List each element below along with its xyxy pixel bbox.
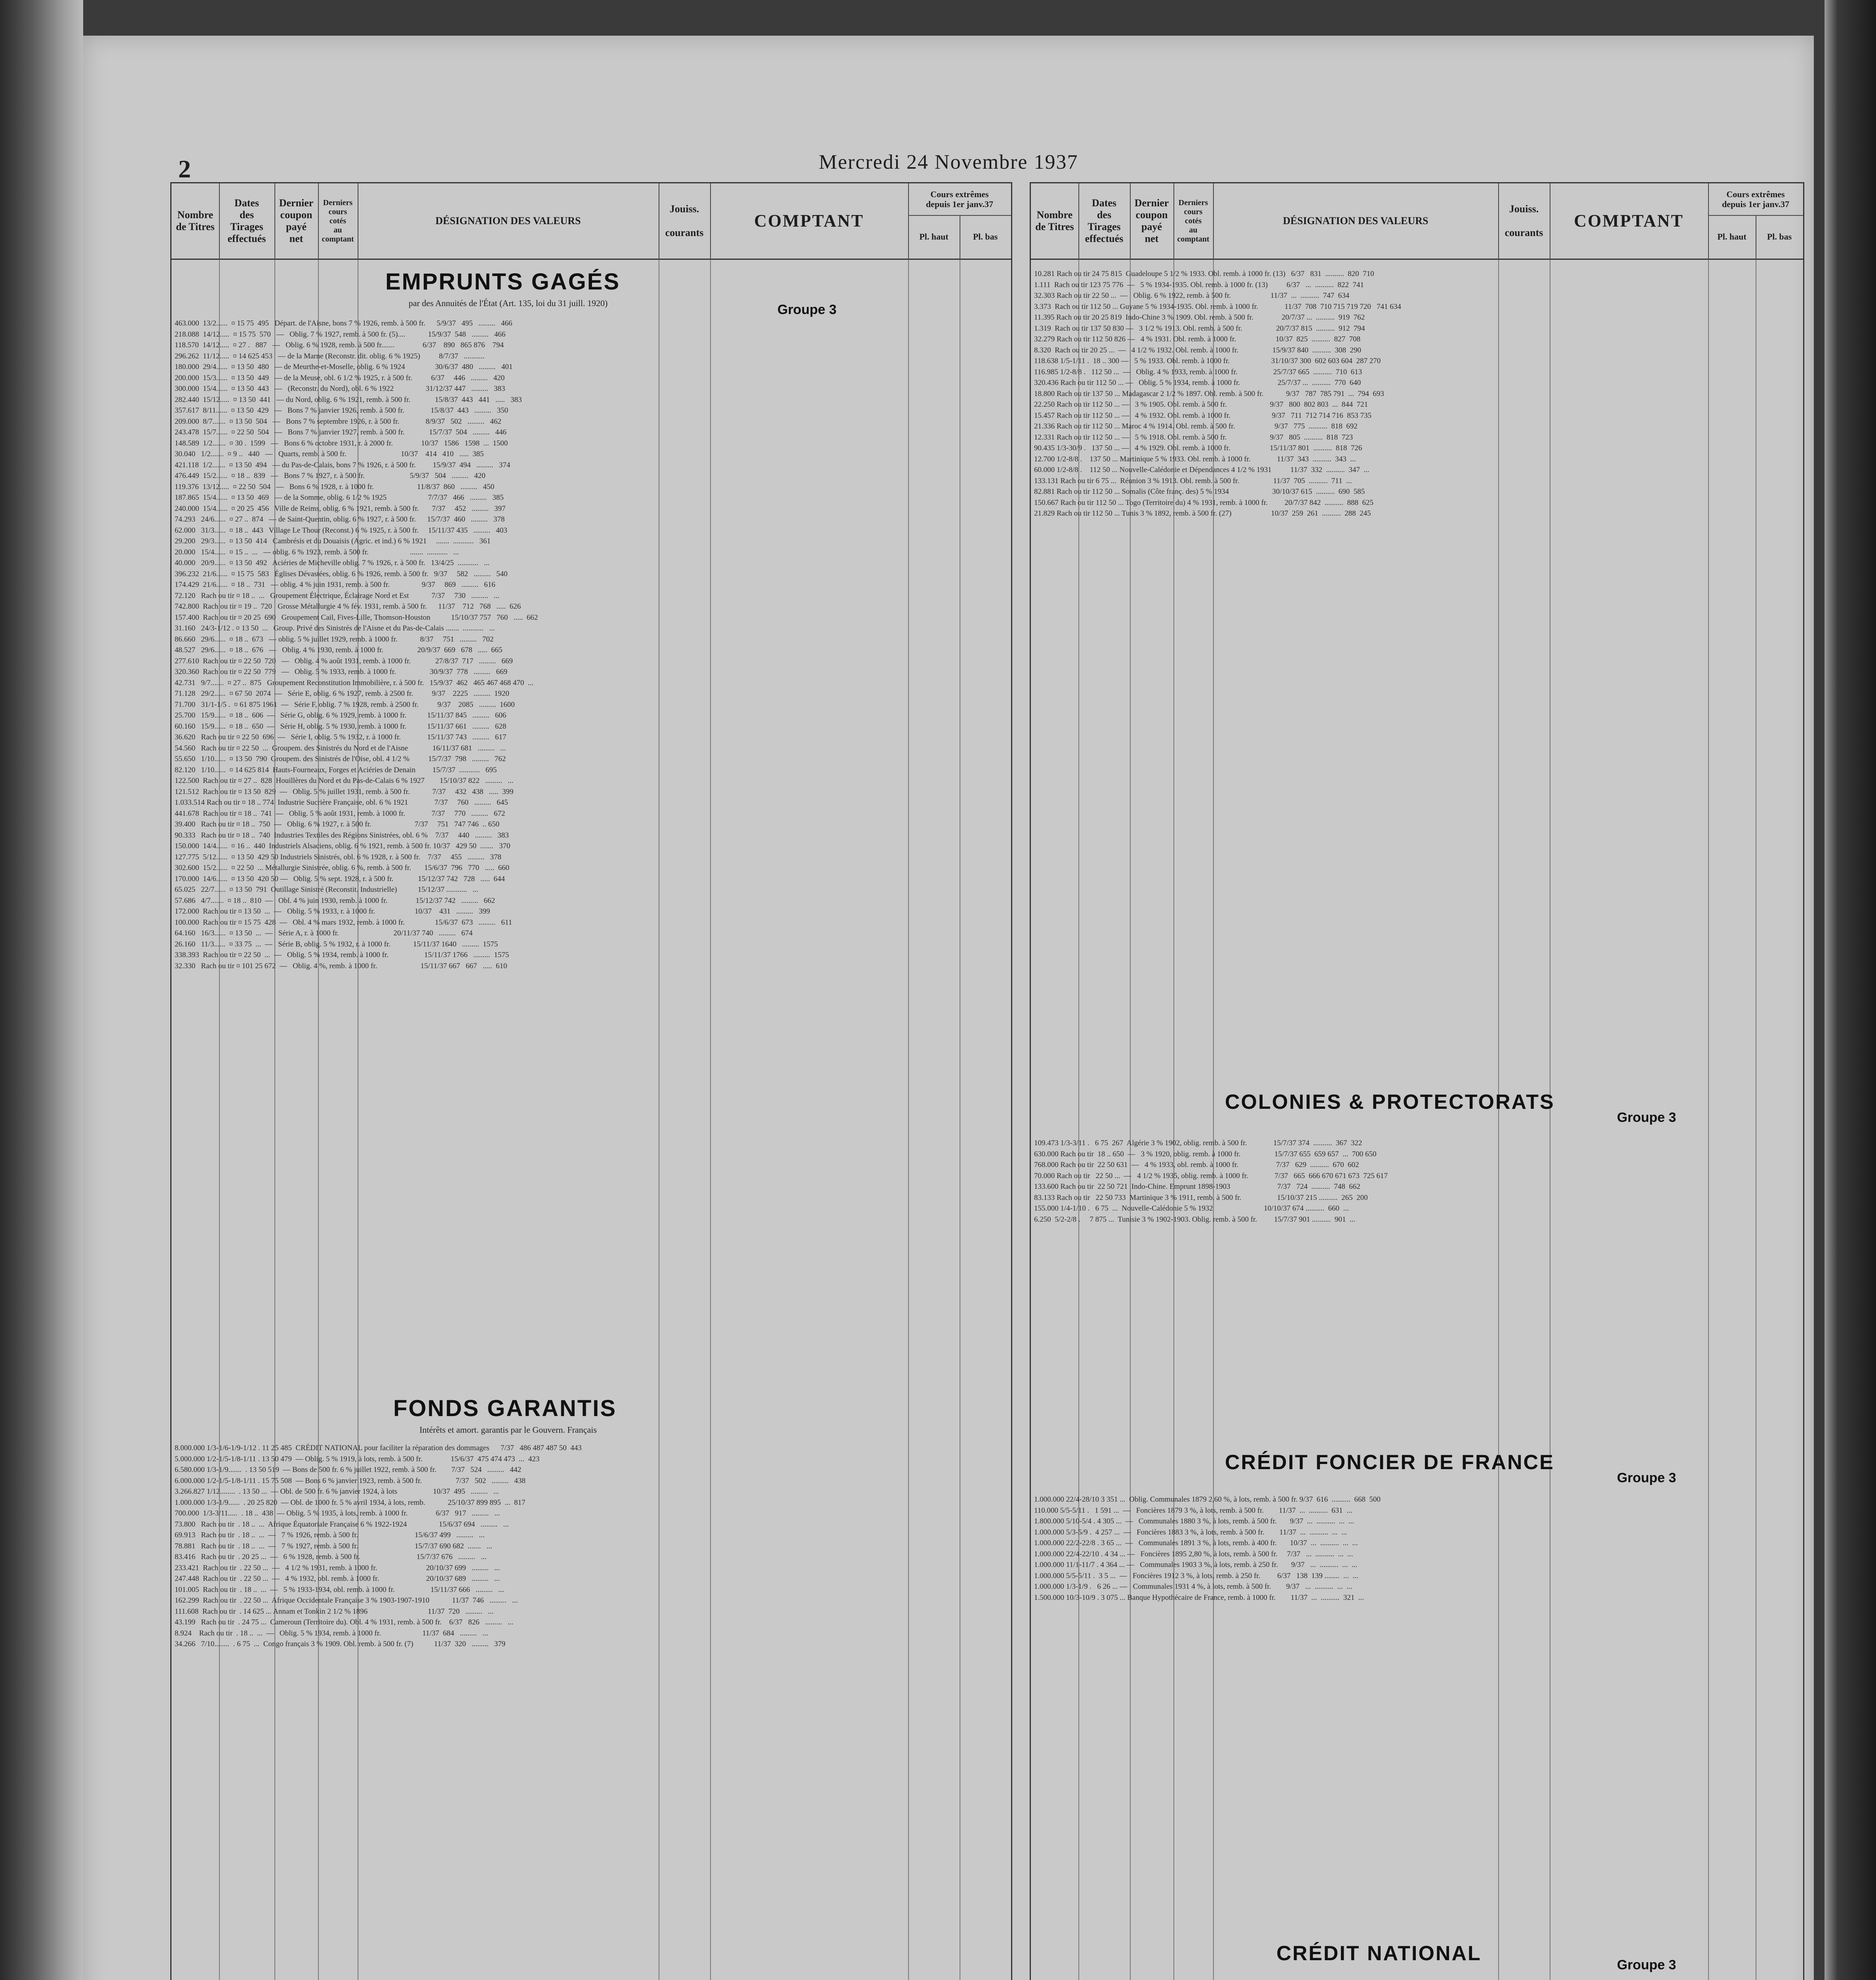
quotation-row: 29.200 29/3...... ¤ 13 50 414 Cambrésis et du Douaisis (Agric. et ind.) 6 % 1921 ....... ........... 361 [175,537,491,545]
quotation-row: 12.700 1/2-8/8 . 137 50 ... Martinique 5 % 1933. Obl. remb. à 1000 fr. 11/37 343 .......... 343 ... [1034,455,1356,463]
quotation-row: 396.232 21/6...... ¤ 15 75 583 Églises Dévastées, oblig. 6 % 1926, remb. à 500 fr. 9/37 582 ......... 540 [175,569,508,578]
quotation-row: 31.160 24/3-1/12 . ¤ 13 50 ... Group. Privé des Sinistrés de l'Aisne et du Pas-de-Calais ....... ........... ... [175,624,495,632]
header-dates: Dates des Tirages effectués [219,183,275,259]
quotation-row: 119.376 13/12..... ¤ 22 50 504 — Bons 6 % 1928, r. à 1000 fr. 11/8/37 860 ......... 450 [175,482,495,491]
header-pl-haut: Pl. haut [1708,215,1756,259]
quotation-row: 1.000.000 22/4-28/10 3 351 ... Oblig. Communales 1879 2,60 %, à lots, remb. à 500 fr. 9/37 616 .......... 668 500 [1034,1495,1381,1504]
quotation-row: 70.000 Rach ou tir 22 50 ... — 4 1/2 % 1935, oblig. remb. à 1000 fr. 7/37 665 666 670 671 673 725 617 [1034,1171,1388,1180]
quotation-row: 247.448 Rach ou tir . 22 50 ... — 4 % 1932, obl. remb. à 1000 fr. 20/10/37 689 ......... ... [175,1574,500,1583]
page-number: 2 [178,155,191,183]
quotation-row: 116.985 1/2-8/8 . 112 50 ... — Oblig. 4 % 1933, remb. à 1000 fr. 25/7/37 665 .......... 710 613 [1034,367,1362,376]
quotation-row: 11.395 Rach ou tir 20 25 819 Indo-Chine 3 % 1909. Obl. remb. à 500 fr. 20/7/37 ... .......... 919 762 [1034,313,1365,322]
quotation-row: 101.005 Rach ou tir . 18 .. ... — 5 % 1933-1934, obl. remb. à 1000 fr. 15/11/37 666 ......... ... [175,1585,504,1594]
quotation-row: 6.250 5/2-2/8 . 7 875 ... Tunisie 3 % 1902-1903. Oblig. remb. à 500 fr. 15/7/37 901 .......... 901 ... [1034,1215,1356,1224]
quotation-row: 8.320 Rach ou tir 20 25 ... — 4 1/2 % 1932. Obl. remb. à 1000 fr. 15/9/37 840 .......... 308 290 [1034,346,1361,354]
quotation-row: 39.400 Rach ou tir ¤ 18 .. 750 — Oblig. 6 % 1927, r. à 500 fr. 7/37 751 747 746 .. 650 [175,820,500,828]
quotation-row: 320.436 Rach ou tir 112 50 ... — Oblig. 5 % 1934, remb. à 1000 fr. 25/7/37 ... .......... 770 640 [1034,379,1361,387]
groupe-3-label: Groupe 3 [777,302,837,317]
left-fonds-rows [175,1443,1008,1980]
header-pl-bas: Pl. bas [973,232,998,242]
quotation-row: 65.025 22/7...... ¤ 13 50 791 Outillage Sinistré (Reconstit. Industrielle) 15/12/37 ........... ... [175,885,478,894]
right-colonies-rows [1034,1138,1800,1439]
quotation-row: 277.610 Rach ou tir ¤ 22 50 720 — Oblig. 4 % août 1931, remb. à 1000 fr. 27/8/37 717 ......... 669 [175,657,513,665]
quotation-row: 8.000.000 1/3-1/6-1/9-1/12 . 11 25 485 CRÉDIT NATIONAL pour faciliter la réparation des dommages 7/37 486 487 487 50 443 [175,1444,582,1452]
quotation-row: 1.000.000 11/1-11/7 . 4 364 ... — Communales 1903 3 %, à lots, remb. à 250 fr. 9/37 ... .......... ... ... [1034,1561,1358,1569]
section-fonds-subtitle: Intérêts et amort. garantis par le Gouvern. Français [419,1425,597,1435]
quotation-row: 64.160 16/3...... ¤ 13 50 ... — Série A, r. à 1000 fr. 20/11/37 740 ......... 674 [175,929,473,937]
quotation-row: 83.416 Rach ou tir . 20 25 ... — 6 % 1928, remb. à 500 fr. 15/7/37 676 ......... ... [175,1553,487,1561]
quotation-row: 1.111 Rach ou tir 123 75 776 — 5 % 1934-1935. Obl. remb. à 1000 fr. (13) 6/37 ... .......... 822 741 [1034,280,1364,289]
header-cours-extremes: Cours extrêmes depuis 1er janv.37 [908,183,1012,216]
left-quotation-table [170,182,1012,1980]
header-derniers-cours: Derniers cours cotés au comptant [1173,183,1214,259]
header-nombre: Nombre de Titres [1031,183,1079,259]
quotation-row: 32.303 Rach ou tir 22 50 ... — Oblig. 6 % 1922, remb. à 500 fr. 11/37 ... .......... 747 634 [1034,291,1350,300]
header-cours-extremes: Cours extrêmes depuis 1er janv.37 [1708,183,1803,216]
quotation-row: 60.000 1/2-8/8 . 112 50 ... Nouvelle-Calédonie et Dépendances 4 1/2 % 1931 11/37 332 .......... 347 ... [1034,466,1369,474]
quotation-row: 1.000.000 22/4-22/10 . 4 34 ... — Foncières 1895 2,80 %, à lots, remb. à 500 fr. 7/37 ... .......... ... ... [1034,1550,1353,1558]
quotation-row: 357.617 8/11...... ¤ 13 50 429 — Bons 7 % janvier 1926, remb. à 500 fr. 15/8/37 443 ......... 350 [175,406,509,415]
quotation-row: 700.000 1/3-3/11..... . 18 .. 438 — Oblig. 5 % 1935, à lots, remb. à 1000 fr. 6/37 917 ......... ... [175,1509,500,1517]
quotation-row: 3.266.827 1/12........ . 13 50 ... — Obl. de 500 fr. 6 % janvier 1924, à lots 10/37 495 ......... ... [175,1487,499,1496]
quotation-row: 118.570 14/12..... ¤ 27 . 887 — Oblig. 6 % 1928, remb. à 500 fr....... 6/37 890 865 876 794 [175,341,504,349]
quotation-row: 21.829 Rach ou tir 112 50 ... Tunis 3 % 1892, remb. à 500 fr. (27) 10/37 259 261 .......... 288 245 [1034,509,1371,518]
quotation-row: 90.333 Rach ou tir ¤ 18 .. 740 Industries Textiles des Régions Sinistrées, obl. 6 % 7/37 440 ......... 383 [175,831,509,840]
quotation-row: 1.000.000 5/3-5/9 . 4 257 ... — Foncières 1883 3 %, à lots, remb. à 500 fr. 11/37 ... .......... ... ... [1034,1528,1347,1536]
header-dates: Dates des Tirages effectués [1078,183,1131,259]
scan-edge [1825,0,1876,1980]
quotation-row: 82.120 1/10...... ¤ 14 625 814 Hauts-Fourneaux, Forges et Aciéries de Denain 15/7/37 ........... 695 [175,765,497,774]
quotation-row: 1.000.000 1/3-1/9...... . 20 25 820 — Obl. de 1000 fr. 5 % avril 1934, à lots, remb. 25/10/37 899 895 ... 817 [175,1498,526,1507]
header-designation: DÉSIGNATION DES VALEURS [358,183,659,259]
header-pl-bas: Pl. bas [1767,232,1792,242]
header-nombre: Nombre de Titres [171,183,220,259]
left-column-headers [171,183,1011,260]
quotation-row: 338.393 Rach ou tir ¤ 22 50 ... — Oblig. 5 % 1934, remb. à 1000 fr. 15/11/37 1766 ......... 1575 [175,951,509,959]
right-quotation-table [1030,182,1804,1980]
quotation-row: 5.000.000 1/2-1/5-1/8-1/11 . 13 50 479 — Oblig. 5 % 1919, à lots, remb. à 500 fr. 15/6/37 475 474 473 ... 423 [175,1455,540,1463]
quotation-row: 72.120 Rach ou tir ¤ 18 .. ... Groupement Électrique, Éclairage Nord et Est 7/37 730 ......... ... [175,591,500,600]
quotation-row: 32.330 Rach ou tir ¤ 101 25 672 — Oblig. 4 %, remb. à 1000 fr. 15/11/37 667 667 ..... 610 [175,961,507,970]
header-dernier-coupon: Dernier coupon payé net [1130,183,1174,259]
quotation-row: 133.600 Rach ou tir 22 50 721 Indo-Chine. Emprunt 1898-1903 7/37 724 .......... 748 662 [1034,1182,1360,1191]
quotation-row: 8.924 Rach ou tir . 18 .. ... — Oblig. 5 % 1934, remb. à 1000 fr. 11/37 684 ......... ... [175,1629,488,1637]
quotation-row: 187.865 15/4...... ¤ 13 50 469 — de la Somme, oblig. 6 1/2 % 1925 7/7/37 466 ......... 385 [175,493,504,502]
quotation-row: 3.373 Rach ou tir 112 50 ... Guyane 5 % 1934-1935. Obl. remb. à 1000 fr. 11/37 708 710 715 719 720 741 634 [1034,302,1401,311]
quotation-row: 162.299 Rach ou tir . 22 50 ... Afrique Occidentale Française 3 % 1903-1907-1910 11/37 746 ......... ... [175,1596,518,1605]
running-head-date: Mercredi 24 Novembre 1937 [819,151,1078,173]
quotation-row: 73.800 Rach ou tir . 18 .. ... Afrique Équatoriale Française 6 % 1922-1924 15/6/37 694 ......... ... [175,1520,509,1529]
quotation-row: 630.000 Rach ou tir 18 .. 650 — 3 % 1920, oblig. remb. à 1000 fr. 15/7/37 655 659 657 ... 700 650 [1034,1150,1377,1158]
quotation-row: 240.000 15/4...... ¤ 20 25 456 Ville de Reims, oblig. 6 % 1921, remb. à 500 fr. 7/37 452 ......... 397 [175,504,506,513]
quotation-row: 6.580.000 1/3-1/9....... . 13 50 519 — Bons de 500 fr. 6 % juillet 1922, remb. à 500 fr. 7/37 524 ......... 442 [175,1466,522,1474]
quotation-row: 133.131 Rach ou tir 6 75 ... Réunion 3 % 1913. Obl. remb. à 500 fr. 11/37 705 .......... 711 ... [1034,476,1352,485]
quotation-row: 150.000 14/4...... ¤ 16 .. 440 Industriels Alsaciens, oblig. 6 % 1921, remb. à 500 fr. 10/37 429 50 ....... 370 [175,842,510,850]
quotation-row: 1.800.000 5/10-5/4 . 4 305 ... — Communales 1880 3 %, à lots, remb. à 500 fr. 9/37 ... .......... ... ... [1034,1517,1354,1525]
quotation-row: 34.266 7/10........ . 6 75 ... Congo français 3 % 1909. Obl. remb. à 500 fr. (7) 11/37 320 ......... 379 [175,1640,506,1648]
quotation-row: 441.678 Rach ou tir ¤ 18 .. 741 — Oblig. 5 % août 1931, remb. à 1000 fr. 7/37 770 ......... 672 [175,809,505,818]
header-designation: DÉSIGNATION DES VALEURS [1213,183,1499,259]
quotation-row: 48.527 29/6...... ¤ 18 .. 676 — Oblig. 4 % 1930, remb. à 1000 fr. 20/9/37 669 678 ..... 665 [175,646,503,654]
quotation-row: 71.128 29/2...... ¤ 67 50 2074 — Série E, oblig. 6 % 1927, remb. à 2500 fr. 9/37 2225 ......... 1920 [175,689,509,698]
section-fonds-garantis: FONDS GARANTIS [393,1396,617,1421]
right-credit-foncier-rows [1034,1494,1800,1930]
groupe-3-label: Groupe 3 [1617,1470,1676,1485]
quotation-row: 78.881 Rach ou tir . 18 .. ... — 7 % 1927, remb. à 500 fr. 15/7/37 690 682 ....... ... [175,1542,492,1550]
section-colonies-protectorats: COLONIES & PROTECTORATS [1225,1091,1555,1114]
quotation-row: 15.457 Rach ou tir 112 50 ... — 4 % 1932. Obl. remb. à 1000 fr. 9/37 711 712 714 716 853 735 [1034,411,1371,420]
quotation-row: 20.000 15/4...... ¤ 15 .. ... — oblig. 6 % 1923, remb. à 500 fr. ....... ........... ... [175,548,459,556]
groupe-3-label: Groupe 3 [1617,1957,1676,1972]
quotation-row: 320.360 Rach ou tir ¤ 22 50 779 — Oblig. 5 % 1933, remb. à 1000 fr. 30/9/37 778 ......... 669 [175,668,508,676]
quotation-row: 1.000.000 1/3-1/9 . 6 26 ... — Communales 1931 4 %, à lots, remb. à 500 fr. 9/37 ... .......... ... ... [1034,1582,1352,1591]
quotation-row: 100.000 Rach ou tir ¤ 15 75 428 — Obl. 4 % mars 1932, remb. à 1000 fr. 15/6/37 673 ......... 611 [175,918,512,927]
quotation-row: 200.000 15/3...... ¤ 13 50 449 — de la Meuse, obl. 6 1/2 % 1925, r. à 500 fr. 6/37 446 ......... 420 [175,373,505,382]
quotation-row: 74.293 24/6...... ¤ 27 .. 874 — de Saint-Quentin, oblig. 6 % 1927, r. à 500 fr. 15/7/37 460 ......... 378 [175,515,505,524]
left-quotation-rows [175,318,1008,1387]
quotation-row: 174.429 21/6...... ¤ 18 .. 731 — oblig. 4 % juin 1931, remb. à 500 fr. 9/37 869 ......... 616 [175,581,495,589]
quotation-row: 170.000 14/6...... ¤ 13 50 420 50 — Oblig. 5 % sept. 1928, r. à 500 fr. 15/12/37 742 728 ..... 644 [175,874,505,883]
header-derniers-cours: Derniers cours cotés au comptant [318,183,358,259]
quotation-row: 155.000 1/4-1/10 . 6 75 ... Nouvelle-Calédonie 5 % 1932 10/10/37 674 .......... 660 ... [1034,1204,1349,1213]
quotation-row: 1.000.000 5/5-5/11 . 3 5 ... — Foncières 1912 3 %, à lots, remb. à 250 fr. 6/37 138 139 ........ ... ... [1034,1571,1358,1580]
quotation-row: 62.000 31/3...... ¤ 18 .. 443 Village Le Thour (Reconst.) 6 % 1925, r. à 500 fr. 15/11/37 435 ......... 403 [175,526,507,535]
quotation-row: 60.160 15/9...... ¤ 18 .. 650 — Série H, oblig. 5 % 1930, remb. à 1000 fr. 15/11/37 661 ......... 628 [175,722,507,731]
book-binding [0,0,83,1980]
section-emprunts-gages: EMPRUNTS GAGÉS [385,269,621,295]
quotation-row: 302.600 15/2...... ¤ 22 50 ... Métallurgie Sinistrée, oblig. 6 %, remb. à 500 fr. 15/6/37 796 770 ..... 660 [175,864,510,872]
quotation-row: 25.700 15/9...... ¤ 18 .. 606 — Série G, oblig. 6 % 1929, remb. à 1000 fr. 15/11/37 845 ......... 606 [175,711,507,720]
quotation-row: 32.279 Rach ou tir 112 50 826 — 4 % 1931. Obl. remb. à 1000 fr. 10/37 825 .......... 827 708 [1034,335,1361,343]
groupe-3-label: Groupe 3 [1617,1110,1676,1125]
quotation-row: 476.449 15/2...... ¤ 18 .. 839 — Bons 7 % 1927, r. à 500 fr. 5/9/37 504 ......... 420 [175,472,486,480]
quotation-row: 30.040 1/2....... ¤ 9 .. 440 — Quarts, remb. à 500 fr. 10/37 414 410 ..... 385 [175,450,484,458]
quotation-row: 55.650 1/10...... ¤ 13 50 790 Groupem. des Sinistrés de l'Oise, obl. 4 1/2 % 15/7/37 798 ......... 762 [175,755,506,763]
quotation-row: 150.667 Rach ou tir 112 50 ... Togo (Territoire du) 4 % 1931, remb. à 1000 fr. 20/7/37 842 .......... 888 625 [1034,498,1373,507]
quotation-row: 21.336 Rach ou tir 112 50 ... Maroc 4 % 1914. Obl. remb. à 500 fr. 9/37 775 .......... 818 692 [1034,422,1358,430]
quotation-row: 90.435 1/3-30/9 . 137 50 ... — 4 % 1929. Obl. remb. à 1000 fr. 15/11/37 801 .......... 818 726 [1034,444,1362,452]
quotation-row: 83.133 Rach ou tir 22 50 733 Martinique 3 % 1911, remb. à 500 fr. 15/10/37 215 .......... 265 200 [1034,1193,1368,1202]
header-dernier-coupon: Dernier coupon payé net [274,183,319,259]
quotation-row: 1.500.000 10/3-10/9 . 3 075 ... Banque Hypothécaire de France, remb. à 1000 fr. 11/37 ... .......... 321 ... [1034,1593,1364,1602]
quotation-row: 463.000 13/2...... ¤ 15 75 495 Départ. de l'Aisne, bons 7 % 1926, remb. à 500 fr. 5/9/37 495 ......... 466 [175,319,512,327]
quotation-row: 43.199 Rach ou tir . 24 75 ... Cameroun (Territoire du). Obl. 4 % 1931, remb. à 500 fr. 6/37 826 ......... ... [175,1618,514,1626]
quotation-row: 122.500 Rach ou tir ¤ 27 .. 828 Houillères du Nord et du Pas-de-Calais 6 % 1927 15/10/37 822 ......... ... [175,777,514,785]
quotation-row: 742.800 Rach ou tir ¤ 19 .. 720 Grosse Métallurgie 4 % fév. 1931, remb. à 500 fr. 11/37 712 768 ..... 626 [175,602,521,611]
quotation-row: 26.160 11/3...... ¤ 33 75 ... — Série B, oblig. 5 % 1932, r. à 1000 fr. 15/11/37 1640 ......... 1575 [175,940,498,948]
quotation-row: 118.638 1/5-1/11 . 18 .. 300 — 5 % 1933. Obl. remb. à 1000 fr. 31/10/37 300 602 603 604 287 270 [1034,357,1381,365]
quotation-row: 218.088 14/12..... ¤ 15 75 570 — Oblig. 7 % 1927, remb. à 500 fr. (5).... 15/9/37 548 ......... 466 [175,330,506,339]
quotation-row: 421.118 1/2....... ¤ 13 50 494 — du Pas-de-Calais, bons 7 % 1926, r. à 500 fr. 15/9/37 494 ......... 374 [175,461,510,469]
section-credit-foncier: CRÉDIT FONCIER DE FRANCE [1225,1451,1554,1474]
quotation-row: 209.000 8/7....... ¤ 13 50 504 — Bons 7 % septembre 1926, r. à 500 fr. 8/9/37 502 ......... 462 [175,417,501,426]
quotation-row: 6.000.000 1/2-1/5-1/8-1/11 . 15 75 508 — Bons 6 % janvier 1923, remb. à 500 fr. 7/37 502 ......... 438 [175,1476,526,1485]
quotation-row: 180.000 29/4...... ¤ 13 50 480 — de Meurthe-et-Moselle, oblig. 6 % 1924 30/6/37 480 ......... 401 [175,363,513,371]
quotation-row: 40.000 20/9...... ¤ 13 50 492 Aciéries de Micheville oblig. 7 % 1926, r. à 500 fr. 13/4/25 ........... ... [175,559,490,567]
quotation-row: 71.700 31/1-1/5 . ¤ 61 875 1961 — Série F, oblig. 7 % 1928, remb. à 2500 fr. 9/37 2085 ......... 1600 [175,700,515,709]
quotation-row: 54.560 Rach ou tir ¤ 22 50 ... Groupem. des Sinistrés du Nord et de l'Aisne 16/11/37 681 ......... ... [175,744,506,752]
quotation-row: 172.000 Rach ou tir ¤ 13 50 ... — Oblig. 5 % 1933, r. à 1000 fr. 10/37 431 ......... 399 [175,907,490,916]
quotation-row: 300.000 15/4...... ¤ 13 50 443 — (Reconstr. du Nord), obl. 6 % 1922 31/12/37 447 ......... 383 [175,385,505,393]
quotation-row: 82.881 Rach ou tir 112 50 ... Somalis (Côte franç. des) 5 % 1934 30/10/37 615 .......... 690 585 [1034,487,1365,496]
quotation-row: 10.281 Rach ou tir 24 75 815 Guadeloupe 5 1/2 % 1933. Obl. remb. à 1000 fr. (13) 6/37 831 .......... 820 710 [1034,270,1374,278]
quotation-row: 69.913 Rach ou tir . 18 .. ... — 7 % 1926, remb. à 500 fr. 15/6/37 499 ......... ... [175,1531,485,1539]
section-credit-national: CRÉDIT NATIONAL [1276,1942,1482,1965]
quotation-row: 1.033.514 Rach ou tir ¤ 18 .. 774 Industrie Sucrière Française, obl. 6 % 1921 7/37 760 ......... 645 [175,798,508,807]
quotation-row: 18.800 Rach ou tir 137 50 ... Madagascar 2 1/2 % 1897. Obl. remb. à 500 fr. 9/37 787 785 791 ... 794 693 [1034,389,1384,398]
quotation-row: 768.000 Rach ou tir 22 50 631 — 4 % 1933, obl. remb. à 1000 fr. 7/37 629 .......... 670 602 [1034,1161,1359,1169]
header-comptant: COMPTANT [710,183,909,259]
quotation-row: 110.000 5/5-5/11 . 1 591 ... — Foncières 1879 3 %, à lots, remb. à 500 fr. 11/37 ... .......... 631 ... [1034,1506,1352,1515]
quotation-row: 86.660 29/6...... ¤ 18 .. 673 — oblig. 5 % juillet 1929, remb. à 1000 fr. 8/37 751 ......... 702 [175,635,494,644]
quotation-row: 121.512 Rach ou tir ¤ 13 50 829 — Oblig. 5 % juillet 1931, remb. à 500 fr. 7/37 432 438 ..... 399 [175,787,514,796]
newspaper-page [83,36,1814,1980]
quotation-row: 148.589 1/2....... ¤ 30 . 1599 — Bons 6 % octobre 1931, r. à 2000 fr. 10/37 1586 1598 ... 1500 [175,439,508,447]
quotation-row: 127.775 5/12...... ¤ 13 50 429 50 Industriels Sinistrés, obl. 6 % 1928, r. à 500 fr. 7/37 455 ......... 378 [175,853,501,861]
header-jouissance: Jouiss. courants [659,183,711,259]
quotation-row: 296.262 11/12..... ¤ 14 625 453 — de la Marne (Reconstr. dit. oblig. 6 % 1925) 8/7/37 ........... [175,352,485,360]
quotation-row: 57.686 4/7....... ¤ 18 .. 810 — Obl. 4 % juin 1930, remb. à 1000 fr. 15/12/37 742 ......... 662 [175,896,495,905]
quotation-row: 12.331 Rach ou tir 112 50 ... — 5 % 1918. Obl. remb. à 500 fr. 9/37 805 .......... 818 723 [1034,433,1353,442]
quotation-row: 1.000.000 22/2-22/8 . 3 65 ... — Communales 1891 3 %, à lots, remb. à 400 fr. 10/37 ... .......... ... ... [1034,1539,1358,1547]
quotation-row: 111.608 Rach ou tir . 14 625 ... Annam et Tonkin 2 1/2 % 1896 11/37 720 ......... ... [175,1607,494,1616]
quotation-row: 42.731 9/7....... ¤ 27 .. 875 Groupement Reconstitution Immobilière, r. à 500 fr. 15/9/37 462 465 467 468 470 ... [175,678,534,687]
quotation-row: 1.319 Rach ou tir 137 50 830 — 3 1/2 % 1913. Obl. remb. à 500 fr. 20/7/37 815 .......... 912 794 [1034,324,1365,333]
section-emprunts-subtitle: par des Annuités de l'État (Art. 135, loi du 31 juill. 1920) [408,298,608,308]
right-quotation-rows [1034,268,1800,1080]
header-pl-haut: Pl. haut [908,215,960,259]
quotation-row: 157.400 Rach ou tir ¤ 20 25 690 Groupement Cail, Fives-Lille, Thomson-Houston 15/10/37 757 760 ..... 662 [175,613,538,622]
quotation-row: 22.250 Rach ou tir 112 50 ... — 3 % 1905. Obl. remb. à 500 fr. 9/37 800 802 803 ... 844 721 [1034,400,1368,409]
right-column-headers [1031,183,1803,260]
quotation-row: 243.478 15/7...... ¤ 22 50 504 — Bons 7 % janvier 1927, remb. à 500 fr. 15/7/37 504 ......... 446 [175,428,507,436]
quotation-row: 109.473 1/3-3/11 . 6 75 267 Algérie 3 % 1902, oblig. remb. à 500 fr. 15/7/37 374 .......... 367 322 [1034,1139,1362,1147]
header-jouissance: Jouiss. courants [1498,183,1550,259]
quotation-row: 233.421 Rach ou tir . 22 50 ... — 4 1/2 % 1931, remb. à 1000 fr. 20/10/37 699 ......... ... [175,1563,500,1572]
quotation-row: 36.620 Rach ou tir ¤ 22 50 696 — Série I, oblig. 5 % 1932, r. à 1000 fr. 15/11/37 743 ......... 617 [175,733,507,741]
quotation-row: 282.440 15/12..... ¤ 13 50 441 — du Nord, oblig. 6 % 1921, remb. à 500 fr. 15/8/37 443 441 ..... 383 [175,395,522,404]
header-comptant: COMPTANT [1550,183,1709,259]
